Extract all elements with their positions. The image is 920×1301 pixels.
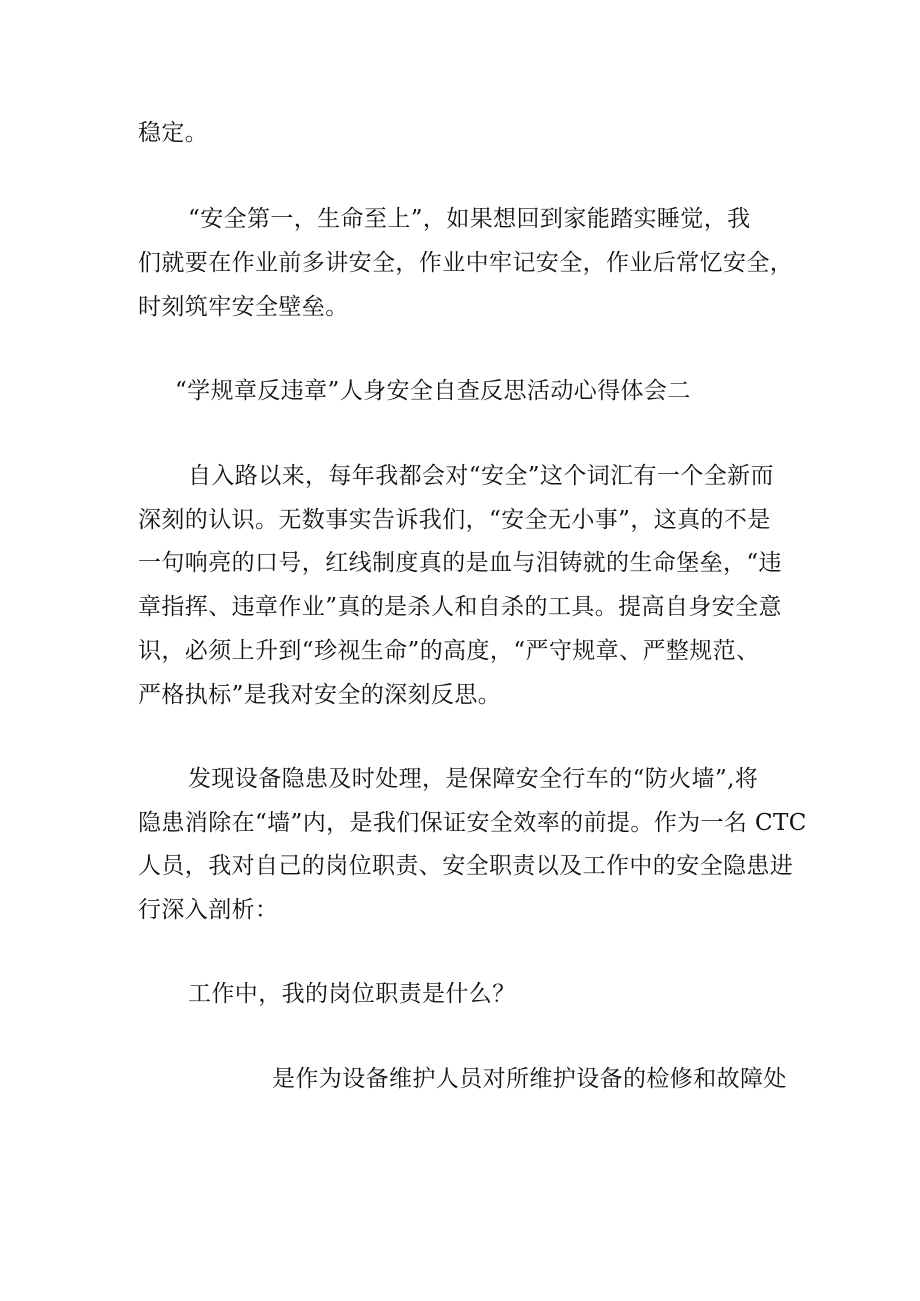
paragraph-line: “安全第一，生命至上”，如果想回到家能踏实睡觉，我 [188, 206, 751, 232]
paragraph-line: 一句响亮的口号，红线制度真的是血与泪铸就的生命堡垒，“违 [138, 550, 782, 576]
paragraph-line: 发现设备隐患及时处理，是保障安全行车的“防火墙”,将 [188, 766, 759, 792]
paragraph-line: 时刻筑牢安全壁垒。 [138, 294, 349, 320]
paragraph-line: 隐患消除在“墙”内，是我们保证安全效率的前提。作为一名 CTC [138, 810, 807, 836]
paragraph-line: 稳定。 [138, 120, 209, 146]
paragraph-line: 严格执标”是我对安全的深刻反思。 [138, 682, 502, 708]
paragraph-line: 人员，我对自己的岗位职责、安全职责以及工作中的安全隐患进 [138, 853, 794, 879]
section-heading: “学规章反违章”人身安全自查反思活动心得体会二 [175, 378, 691, 404]
paragraph-line: 识，必须上升到“珍视生命”的高度，“严守规章、严整规范、 [138, 638, 760, 664]
paragraph-line: 是作为设备维护人员对所维护设备的检修和故障处 [272, 1066, 787, 1092]
paragraph-line: 行深入剖析： [138, 897, 279, 923]
paragraph-line: 自入路以来，每年我都会对“安全”这个词汇有一个全新而 [188, 463, 774, 489]
paragraph-line: 们就要在作业前多讲安全，作业中牢记安全，作业后常忆安全， [138, 250, 794, 276]
paragraph-line: 工作中，我的岗位职责是什么？ [188, 981, 516, 1007]
paragraph-line: 章指挥、违章作业”真的是杀人和自杀的工具。提高自身安全意 [138, 594, 782, 620]
paragraph-line: 深刻的认识。无数事实告诉我们，“安全无小事”，这真的不是 [138, 507, 771, 533]
